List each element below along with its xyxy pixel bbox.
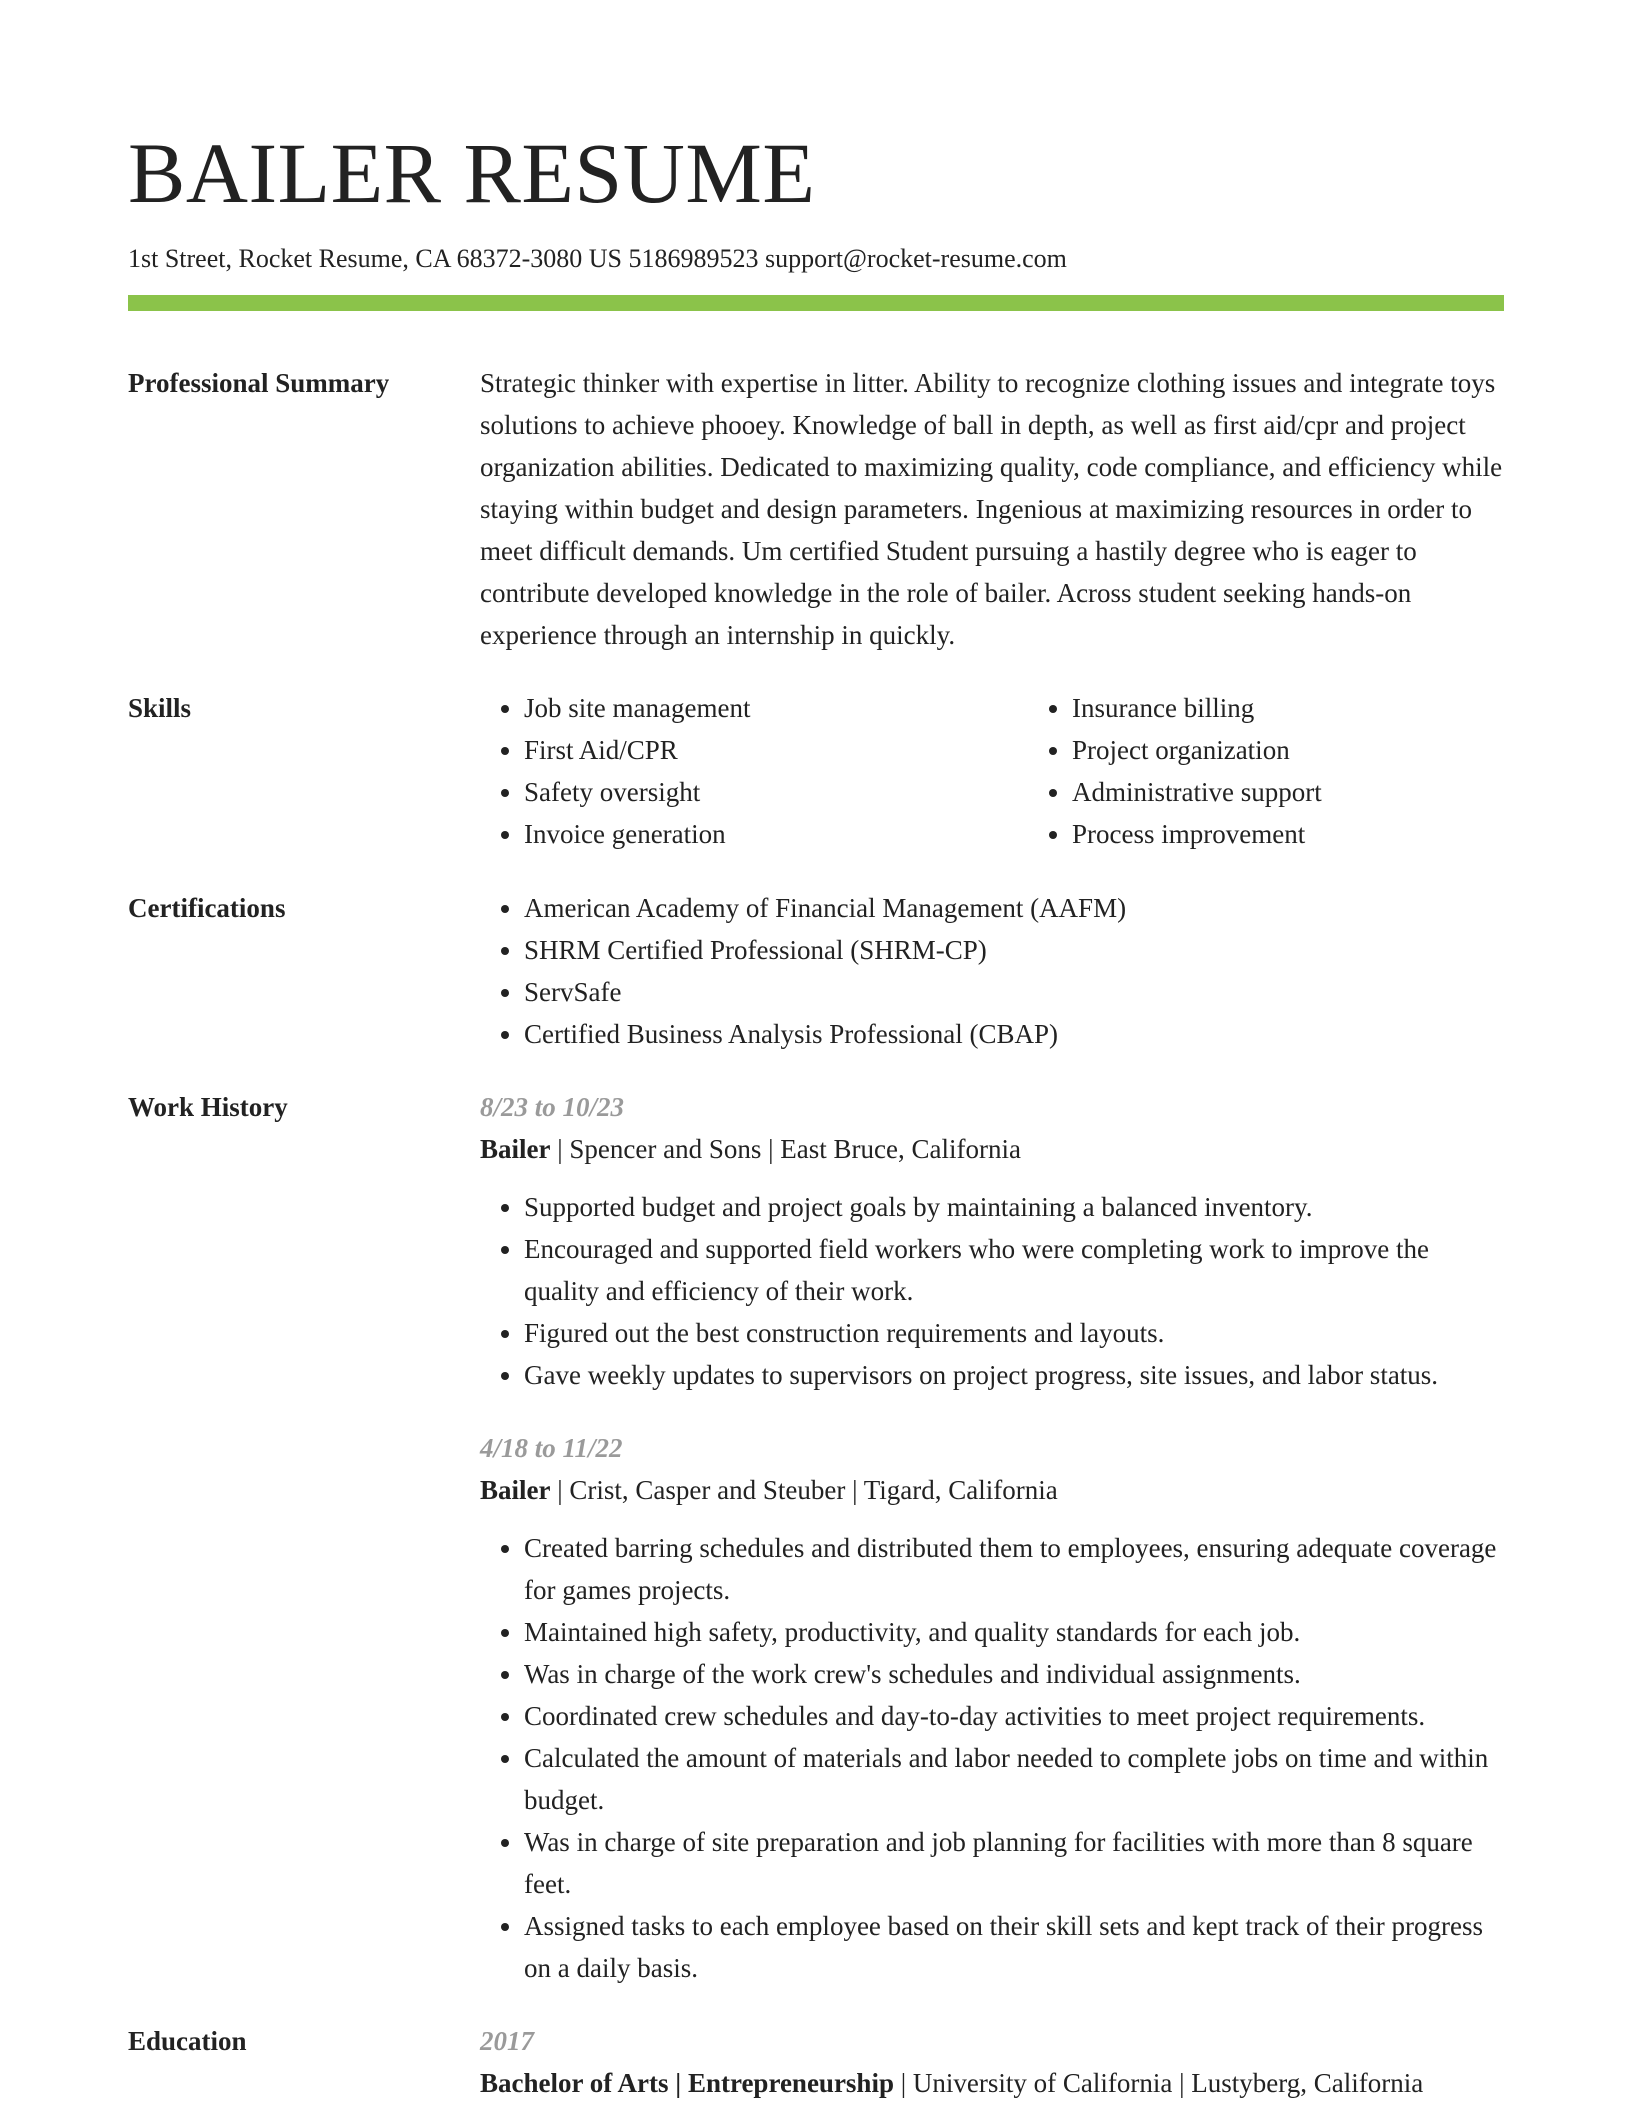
list-item: • Was in charge of site preparation and job planning for facilities with more than 8 square feet.: [524, 1821, 1504, 1905]
section-label: Work History: [128, 1092, 288, 1122]
education-school: University of California: [912, 2068, 1173, 2098]
job-bullets: [480, 1186, 1504, 1396]
list-item: • Job site management: [524, 687, 1028, 729]
education-field: Entrepreneurship: [687, 2068, 894, 2098]
job-title: Bailer: [480, 1475, 551, 1505]
contact-line: [128, 242, 1504, 276]
summary-text: Strategic thinker with expertise in litter. Ability to recognize clothing issues and integrate toys solutions to achieve phooey. Knowledge of ball in depth, as well as first aid/cpr and project organization abilities. Dedicated to maximizing quality, code compliance, and efficiency while staying within budget and design parameters. Ingenious at maximizing resources in order to meet difficult demands. Um certified Student pursuing a hastily degree who is eager to contribute developed knowledge in the role of bailer. Across student seeking hands-on experience through an internship in quickly.: [480, 368, 1503, 650]
job-title-line: Bailer | Crist, Casper and Steuber | Tigard, California: [480, 1475, 1058, 1505]
section-skills: [128, 687, 1504, 855]
list-item: • Maintained high safety, productivity, and quality standards for each job.: [524, 1611, 1504, 1653]
resume-name: BAILER RESUME: [128, 125, 816, 221]
list-item: • Supported budget and project goals by maintaining a balanced inventory.: [524, 1186, 1504, 1228]
job-company: Crist, Casper and Steuber: [569, 1475, 846, 1505]
list-item: • Gave weekly updates to supervisors on project progress, site issues, and labor status.: [524, 1354, 1504, 1396]
skills-list-left: [480, 687, 1028, 855]
contact-phone: 5186989523: [628, 244, 759, 273]
section-education: [128, 2020, 1504, 2104]
list-item: • American Academy of Financial Management (AAFM): [524, 887, 1504, 929]
list-item: • Coordinated crew schedules and day-to-day activities to meet project requirements.: [524, 1695, 1504, 1737]
list-item: • Encouraged and supported field workers who were completing work to improve the quality and efficiency of their work.: [524, 1228, 1504, 1312]
section-label: Professional Summary: [128, 368, 390, 398]
education-degree: Bachelor of Arts: [480, 2068, 669, 2098]
section-work-history: [128, 1086, 1504, 1989]
list-item: • Insurance billing: [1072, 687, 1576, 729]
education-line: Bachelor of Arts | Entrepreneurship | University of California | Lustyberg, California: [480, 2068, 1424, 2098]
job-company: Spencer and Sons: [569, 1134, 762, 1164]
list-item: • Invoice generation: [524, 813, 1028, 855]
list-item: • Assigned tasks to each employee based on their skill sets and kept track of their progress on a daily basis.: [524, 1905, 1504, 1989]
list-item: • Created barring schedules and distributed them to employees, ensuring adequate coverage for games projects.: [524, 1527, 1504, 1611]
list-item: • Administrative support: [1072, 771, 1576, 813]
list-item: • Safety oversight: [524, 771, 1028, 813]
list-item: • Was in charge of the work crew's schedules and individual assignments.: [524, 1653, 1504, 1695]
job-title-line: Bailer | Spencer and Sons | East Bruce, California: [480, 1134, 1021, 1164]
job-entry: [480, 1086, 1504, 1396]
list-item: • First Aid/CPR: [524, 729, 1028, 771]
header-divider: [128, 295, 1504, 311]
contact-email: support@rocket-resume.com: [764, 244, 1067, 273]
section-label: Skills: [128, 693, 192, 723]
section-certifications: [128, 887, 1504, 1055]
list-item: • Project organization: [1072, 729, 1576, 771]
certifications-list: [480, 887, 1504, 1055]
education-year: 2017: [480, 2026, 534, 2056]
job-entry: [480, 1427, 1504, 1989]
list-item: • SHRM Certified Professional (SHRM-CP): [524, 929, 1504, 971]
resume-page: [128, 118, 1504, 2104]
job-location: East Bruce, California: [780, 1134, 1021, 1164]
job-location: Tigard, California: [863, 1475, 1058, 1505]
list-item: • ServSafe: [524, 971, 1504, 1013]
job-dates: 8/23 to 10/23: [480, 1092, 625, 1122]
list-item: • Certified Business Analysis Professional (CBAP): [524, 1013, 1504, 1055]
list-item: • Calculated the amount of materials and labor needed to complete jobs on time and within budget.: [524, 1737, 1504, 1821]
job-title: Bailer: [480, 1134, 551, 1164]
list-item: • Figured out the best construction requirements and layouts.: [524, 1312, 1504, 1354]
job-bullets: [480, 1527, 1504, 1989]
skills-list-right: [1028, 687, 1576, 855]
list-item: • Process improvement: [1072, 813, 1576, 855]
contact-address: 1st Street, Rocket Resume, CA 68372-3080 US: [128, 244, 622, 273]
job-dates: 4/18 to 11/22: [480, 1433, 623, 1463]
education-location: Lustyberg, California: [1191, 2068, 1424, 2098]
section-label: Certifications: [128, 893, 286, 923]
section-label: Education: [128, 2026, 247, 2056]
section-summary: [128, 362, 1504, 656]
